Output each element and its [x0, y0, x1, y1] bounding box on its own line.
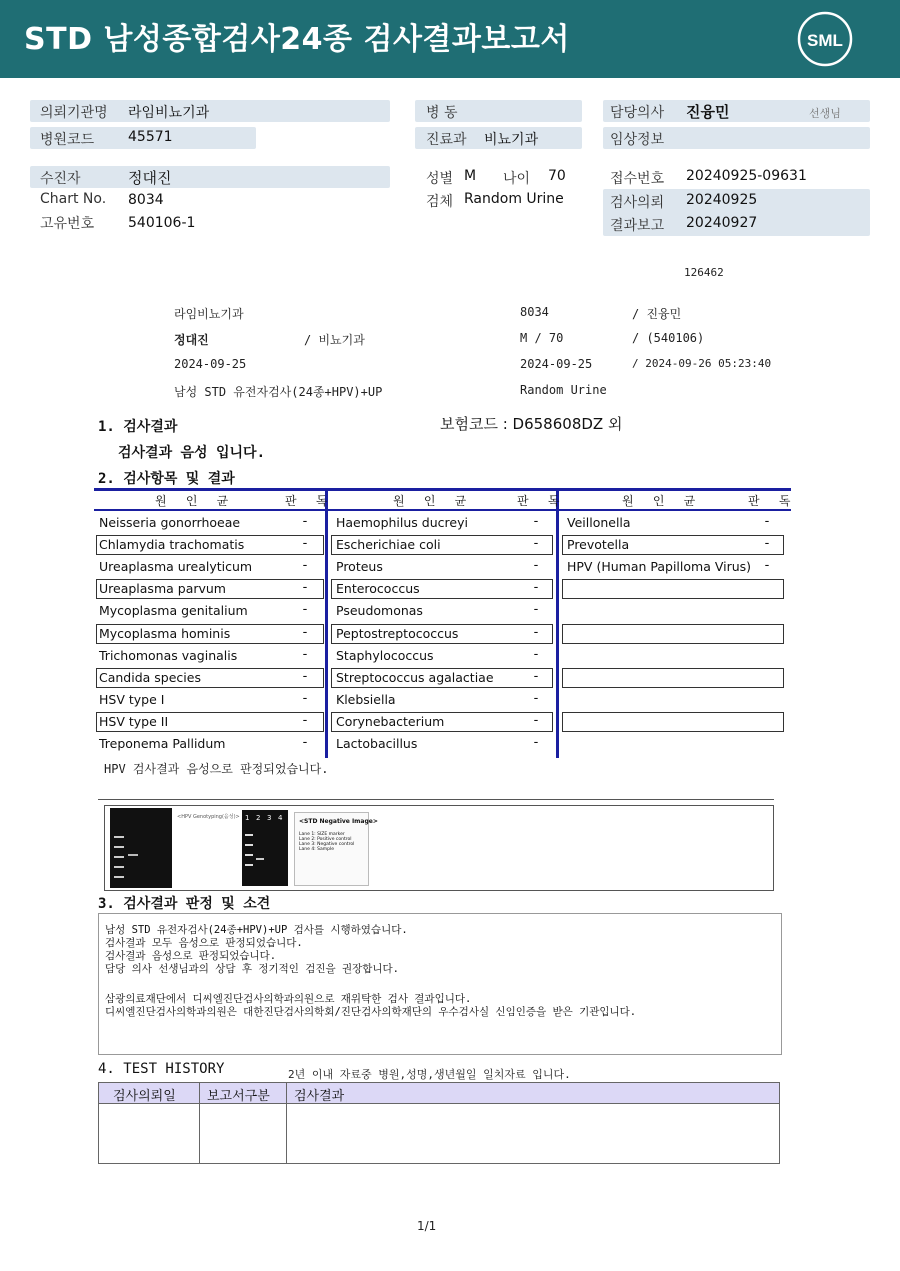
table-header-rule — [94, 509, 791, 511]
organism-result: - — [302, 514, 308, 529]
stamp-doctor: / 진융민 — [632, 307, 682, 321]
organism-name: Prevotella — [567, 537, 630, 552]
sex-value: M — [464, 168, 477, 184]
chart-label: Chart No. — [40, 191, 107, 207]
sml-logo — [796, 10, 854, 68]
ward-label: 병 동 — [426, 105, 458, 121]
specimen-value: Random Urine — [464, 191, 564, 207]
col1-organism-header: 원 인 균 — [155, 494, 235, 508]
stamp-date-2: 2024-09-25 — [520, 357, 593, 371]
organism-result: - — [764, 558, 770, 573]
section1-title: 1. 검사결과 — [98, 419, 178, 435]
doctor-suffix: 선생님 — [809, 107, 841, 120]
report-title: STD 남성종합검사24종 검사결과보고서 — [24, 22, 570, 57]
organism-result: - — [533, 669, 539, 684]
organism-name: Corynebacterium — [336, 714, 445, 729]
unique-id-label: 고유번호 — [40, 216, 95, 232]
gel-legend-2: Lane 2: Positive control — [299, 837, 352, 842]
opinion-line-2: 검사결과 모두 음성으로 판정되었습니다. — [105, 937, 303, 949]
organism-name: HSV type I — [99, 692, 165, 707]
result-row-box — [562, 624, 784, 644]
hpv-note: HPV 검사결과 음성으로 판정되었습니다. — [104, 762, 329, 776]
organism-name: Treponema Pallidum — [99, 736, 226, 751]
organism-result: - — [302, 558, 308, 573]
result-summary: 검사결과 음성 입니다. — [118, 445, 266, 461]
table-top-rule — [94, 488, 791, 491]
organism-result: - — [533, 713, 539, 728]
report-date-value: 20240927 — [686, 215, 758, 231]
organism-name: HSV type II — [99, 714, 169, 729]
age-label: 나이 — [503, 171, 531, 187]
opinion-line-6: 삼광의료재단에서 디씨엘진단검사의학과의원으로 재위탁한 검사 결과입니다. — [105, 993, 472, 1005]
doctor-value: 진융민 — [686, 103, 730, 121]
organism-result: - — [302, 713, 308, 728]
organism-result: - — [302, 735, 308, 750]
gel-legend-title: <STD Negative Image> — [299, 818, 378, 825]
stamp-birth: / (540106) — [632, 331, 705, 345]
patient-value: 정대진 — [128, 169, 172, 187]
organism-result: - — [302, 625, 308, 640]
organism-name: Haemophilus ducreyi — [336, 515, 468, 530]
organism-name: Veillonella — [567, 515, 631, 530]
stamp-institution: 라임비뇨기과 — [174, 307, 244, 321]
stamp-patient: 정대진 — [174, 333, 209, 347]
institution-label: 의뢰기관명 — [40, 105, 108, 121]
organism-name: HPV (Human Papilloma Virus) — [567, 559, 752, 574]
opinion-line-1: 남성 STD 유전자검사(24종+HPV)+UP 검사를 시행하였습니다. — [105, 924, 408, 936]
request-date-label: 검사의뢰 — [610, 195, 665, 211]
section2-title: 2. 검사항목 및 결과 — [98, 471, 235, 487]
organism-result: - — [533, 602, 539, 617]
unique-id-value: 540106-1 — [128, 215, 196, 231]
gel-legend-4: Lane 4: Sample — [299, 847, 334, 852]
organism-name: Klebsiella — [336, 692, 396, 707]
institution-value: 라임비뇨기과 — [128, 105, 210, 121]
gel-caption: <HPV Genotyping(음성)> — [177, 814, 240, 820]
opinion-line-7: 디씨엘진단검사의학과의원은 대한진단검사의학회/진단검사의학재단의 우수검사실 신임인증을 받은 기관입니다. — [105, 1006, 637, 1018]
department-value: 비뇨기과 — [484, 132, 539, 148]
organism-name: Neisseria gonorrhoeae — [99, 515, 241, 530]
lane-1: 1 — [245, 814, 250, 822]
organism-result: - — [533, 625, 539, 640]
department-label: 진료과 — [426, 132, 467, 148]
organism-name: Lactobacillus — [336, 736, 418, 751]
col3-organism-header: 원 인 균 — [622, 494, 702, 508]
col2-result-header: 판 독 — [517, 494, 566, 508]
history-header-result: 검사결과 — [294, 1089, 345, 1104]
lane-2: 2 — [256, 814, 261, 822]
gel-legend-1: Lane 1: SIZE marker — [299, 832, 345, 837]
col2-organism-header: 원 인 균 — [393, 494, 473, 508]
organism-name: Escherichiae coli — [336, 537, 441, 552]
section3-title: 3. 검사결과 판정 및 소견 — [98, 896, 271, 912]
request-date-value: 20240925 — [686, 192, 758, 208]
doctor-label: 담당의사 — [610, 105, 665, 121]
page-number: 1/1 — [417, 1219, 437, 1233]
table-divider-2 — [556, 488, 559, 758]
chart-value: 8034 — [128, 192, 164, 208]
clinical-label: 임상정보 — [610, 132, 665, 148]
organism-result: - — [533, 735, 539, 750]
lab-code: 126462 — [684, 266, 724, 279]
organism-result: - — [302, 602, 308, 617]
table-divider-1 — [325, 488, 328, 758]
organism-result: - — [533, 558, 539, 573]
stamp-specimen: Random Urine — [520, 383, 607, 397]
result-row-box — [562, 712, 784, 732]
lane-4: 4 — [278, 814, 283, 822]
stamp-sex-age: M / 70 — [520, 331, 564, 345]
patient-row-bg — [30, 166, 390, 188]
opinion-line-3: 검사결과 음성으로 판정되었습니다. — [105, 950, 277, 962]
specimen-label: 검체 — [426, 194, 454, 210]
organism-result: - — [764, 514, 770, 529]
lane-3: 3 — [267, 814, 272, 822]
history-header-date: 검사의뢰일 — [113, 1089, 176, 1104]
gel-image-std — [242, 810, 288, 886]
history-header-row — [99, 1083, 779, 1104]
reception-value: 20240925-09631 — [686, 168, 807, 184]
organism-result: - — [302, 691, 308, 706]
organism-name: Trichomonas vaginalis — [99, 648, 238, 663]
stamp-test-name: 남성 STD 유전자검사(24종+HPV)+UP — [174, 385, 383, 399]
organism-result: - — [533, 647, 539, 662]
history-col-divider-2 — [286, 1083, 287, 1163]
organism-name: Peptostreptococcus — [336, 626, 459, 641]
hospital-code-label: 병원코드 — [40, 132, 95, 148]
col3-result-header: 판 독 — [748, 494, 797, 508]
stamp-date-1: 2024-09-25 — [174, 357, 247, 371]
organism-name: Enterococcus — [336, 581, 420, 596]
gel-image-hpv — [110, 808, 172, 888]
organism-result: - — [533, 514, 539, 529]
sex-label: 성별 — [426, 171, 454, 187]
organism-result: - — [533, 536, 539, 551]
organism-name: Ureaplasma urealyticum — [99, 559, 253, 574]
organism-name: Staphylococcus — [336, 648, 434, 663]
gel-top-rule — [98, 799, 774, 800]
report-date-label: 결과보고 — [610, 218, 665, 234]
gel-legend-box — [294, 812, 378, 886]
result-row-box — [562, 579, 784, 599]
organism-name: Pseudomonas — [336, 603, 423, 618]
organism-result: - — [533, 580, 539, 595]
stamp-chart: 8034 — [520, 305, 549, 319]
organism-name: Candida species — [99, 670, 201, 685]
stamp-datetime: / 2024-09-26 05:23:40 — [632, 357, 772, 370]
col1-result-header: 판 독 — [285, 494, 334, 508]
organism-name: Proteus — [336, 559, 383, 574]
result-row-box — [562, 668, 784, 688]
reception-label: 접수번호 — [610, 171, 665, 187]
organism-result: - — [302, 536, 308, 551]
history-table — [98, 1082, 780, 1164]
logo-text: SML — [807, 31, 843, 50]
organism-name: Mycoplasma hominis — [99, 626, 231, 641]
organism-name: Mycoplasma genitalium — [99, 603, 248, 618]
organism-result: - — [533, 691, 539, 706]
opinion-box — [98, 913, 782, 1055]
opinion-line-4: 담당 의사 선생님과의 상담 후 정기적인 검진을 권장합니다. — [105, 963, 400, 975]
organism-name: Ureaplasma parvum — [99, 581, 226, 596]
gel-legend-3: Lane 3: Negative control — [299, 842, 355, 847]
hospital-code-value: 45571 — [128, 129, 173, 145]
organism-name: Streptococcus agalactiae — [336, 670, 494, 685]
section4-title: 4. TEST HISTORY — [98, 1061, 225, 1077]
history-header-type: 보고서구분 — [207, 1089, 270, 1104]
organism-result: - — [302, 580, 308, 595]
patient-label: 수진자 — [40, 171, 81, 187]
insurance-code: 보험코드 : D658608DZ 외 — [440, 415, 623, 433]
organism-name: Chlamydia trachomatis — [99, 537, 245, 552]
stamp-department: / 비뇨기과 — [304, 333, 365, 347]
organism-result: - — [302, 669, 308, 684]
organism-result: - — [764, 536, 770, 551]
organism-result: - — [302, 647, 308, 662]
history-col-divider-1 — [199, 1083, 200, 1163]
age-value: 70 — [548, 168, 566, 184]
history-note: 2년 이내 자료중 병원,성명,생년월일 일치자료 입니다. — [288, 1068, 571, 1081]
